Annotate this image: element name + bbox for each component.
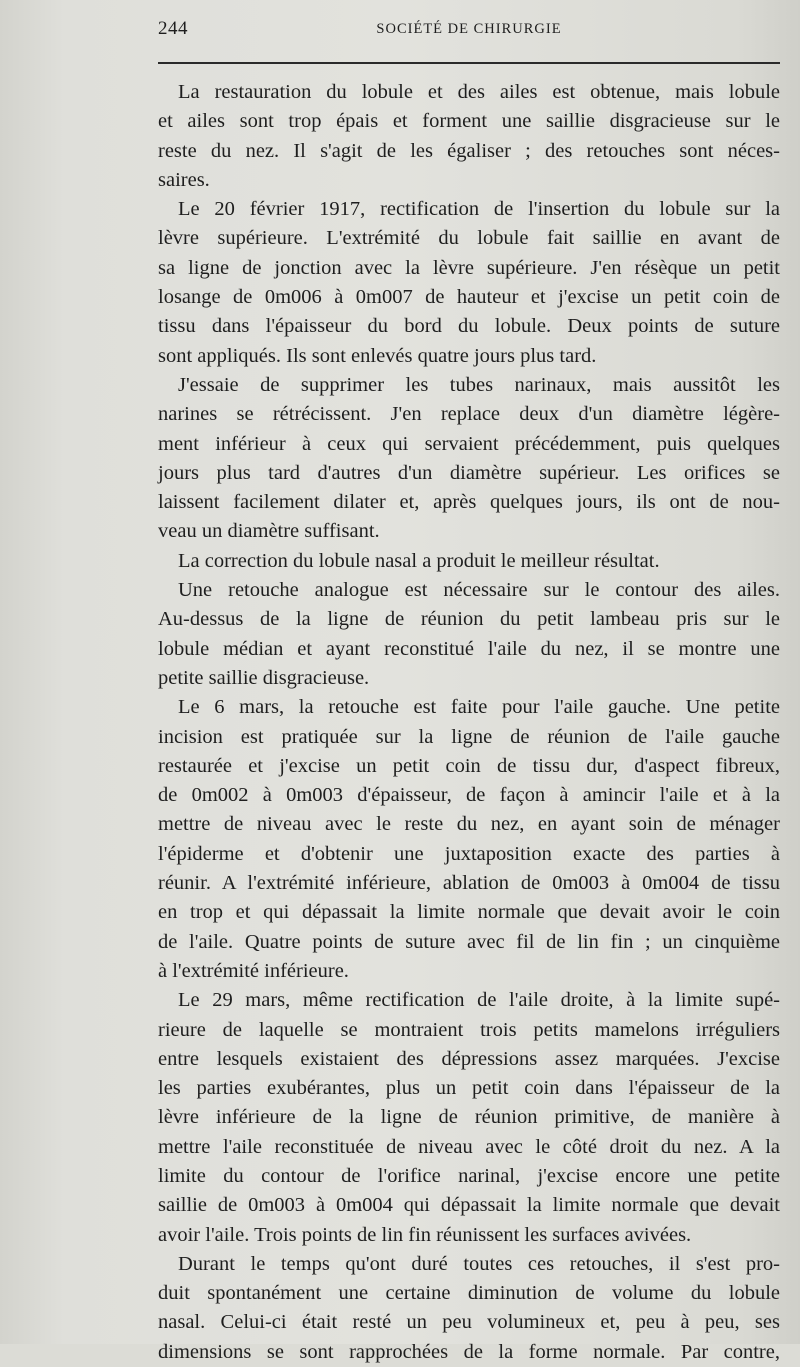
text-line: rieure de laquelle se montraient trois petits mamelons irréguliers xyxy=(158,1018,780,1041)
text-line: ment inférieur à ceux qui servaient précédemment, puis quelques xyxy=(158,432,780,455)
text-line: incision est pratiquée sur la ligne de réunion de l'aile gauche xyxy=(158,725,780,748)
text-line: veau un diamètre suffisant. xyxy=(158,520,380,543)
text-line: et ailes sont trop épais et forment une saillie disgracieuse sur le xyxy=(158,110,780,133)
page-header xyxy=(158,18,780,46)
text-line: Une retouche analogue est nécessaire sur le contour des ailes. xyxy=(178,579,780,602)
text-line: jours plus tard d'autres d'un diamètre supérieur. Les orifices se xyxy=(158,461,780,484)
text-line: l'épiderme et d'obtenir une juxtaposition exacte des parties à xyxy=(158,842,780,865)
text-line: avoir l'aile. Trois points de lin fin réunissent les surfaces avivées. xyxy=(158,1223,692,1246)
header-rule xyxy=(158,62,780,64)
text-line: losange de 0m006 à 0m007 de hauteur et j'excise un petit coin de xyxy=(158,286,780,309)
text-line: en trop et qui dépassait la limite normale que devait avoir le coin xyxy=(158,901,780,924)
text-line: Le 29 mars, même rectification de l'aile droite, à la limite supé- xyxy=(178,989,780,1012)
text-line: Au-dessus de la ligne de réunion du petit lambeau pris sur le xyxy=(158,608,780,631)
text-line: mettre de niveau avec le reste du nez, en ayant soin de ménager xyxy=(158,813,780,836)
text-line: dimensions se sont rapprochées de la forme normale. Par contre, xyxy=(158,1340,780,1363)
text-line: à l'extrémité inférieure. xyxy=(158,959,349,982)
text-line: nasal. Celui-ci était resté un peu volumineux et, peu à peu, ses xyxy=(158,1311,780,1334)
body-text xyxy=(158,78,780,1367)
text-line: de 0m002 à 0m003 d'épaisseur, de façon à amincir l'aile et à la xyxy=(158,784,780,807)
text-line: La restauration du lobule et des ailes est obtenue, mais lobule xyxy=(178,81,780,103)
text-line: Le 6 mars, la retouche est faite pour l'aile gauche. Une petite xyxy=(178,696,780,719)
text-line: sa ligne de jonction avec la lèvre supérieure. J'en résèque un petit xyxy=(158,256,780,279)
text-line: sont appliqués. Ils sont enlevés quatre jours plus tard. xyxy=(158,344,597,367)
text-line: La correction du lobule nasal a produit le meilleur résultat. xyxy=(178,549,660,572)
text-line: lèvre supérieure. L'extrémité du lobule fait saillie en avant de xyxy=(158,227,780,250)
text-line: lobule médian et ayant reconstitué l'aile du nez, il se montre une xyxy=(158,637,780,660)
text-line: réunir. A l'extrémité inférieure, ablation de 0m003 à 0m004 de tissu xyxy=(158,872,780,895)
text-line: J'essaie de supprimer les tubes narinaux, mais aussitôt les xyxy=(178,373,780,396)
text-line: Le 20 février 1917, rectification de l'insertion du lobule sur la xyxy=(178,198,780,221)
text-line: limite du contour de l'orifice narinal, j'excise encore une petite xyxy=(158,1164,780,1187)
text-line: duit spontanément une certaine diminution de volume du lobule xyxy=(158,1282,780,1305)
text-line: petite saillie disgracieuse. xyxy=(158,666,370,689)
text-line: restaurée et j'excise un petit coin de tissu dur, d'aspect fibreux, xyxy=(158,754,780,777)
text-line: tissu dans l'épaisseur du bord du lobule. Deux points de suture xyxy=(158,315,780,338)
text-line: les parties exubérantes, plus un petit coin dans l'épaisseur de la xyxy=(158,1077,780,1100)
text-line: de l'aile. Quatre points de suture avec fil de lin fin ; un cinquième xyxy=(158,930,780,953)
text-line: mettre l'aile reconstituée de niveau avec le côté droit du nez. A la xyxy=(158,1135,780,1158)
text-line: lèvre inférieure de la ligne de réunion primitive, de manière à xyxy=(158,1106,780,1129)
text-line: entre lesquels existaient des dépressions assez marquées. J'excise xyxy=(158,1047,780,1070)
text-line: saillie de 0m003 à 0m004 qui dépassait la limite normale que devait xyxy=(158,1194,780,1217)
text-line: saires. xyxy=(158,168,210,191)
page-number: 244 xyxy=(158,18,188,39)
text-line: laissent facilement dilater et, après quelques jours, ils ont de nou- xyxy=(158,491,780,514)
running-head: SOCIÉTÉ DE CHIRURGIE xyxy=(376,21,562,37)
text-line: narines se rétrécissent. J'en replace deux d'un diamètre légère- xyxy=(158,403,780,426)
text-line: Durant le temps qu'ont duré toutes ces retouches, il s'est pro- xyxy=(178,1252,780,1275)
text-line: reste du nez. Il s'agit de les égaliser ; des retouches sont néces- xyxy=(158,139,780,162)
